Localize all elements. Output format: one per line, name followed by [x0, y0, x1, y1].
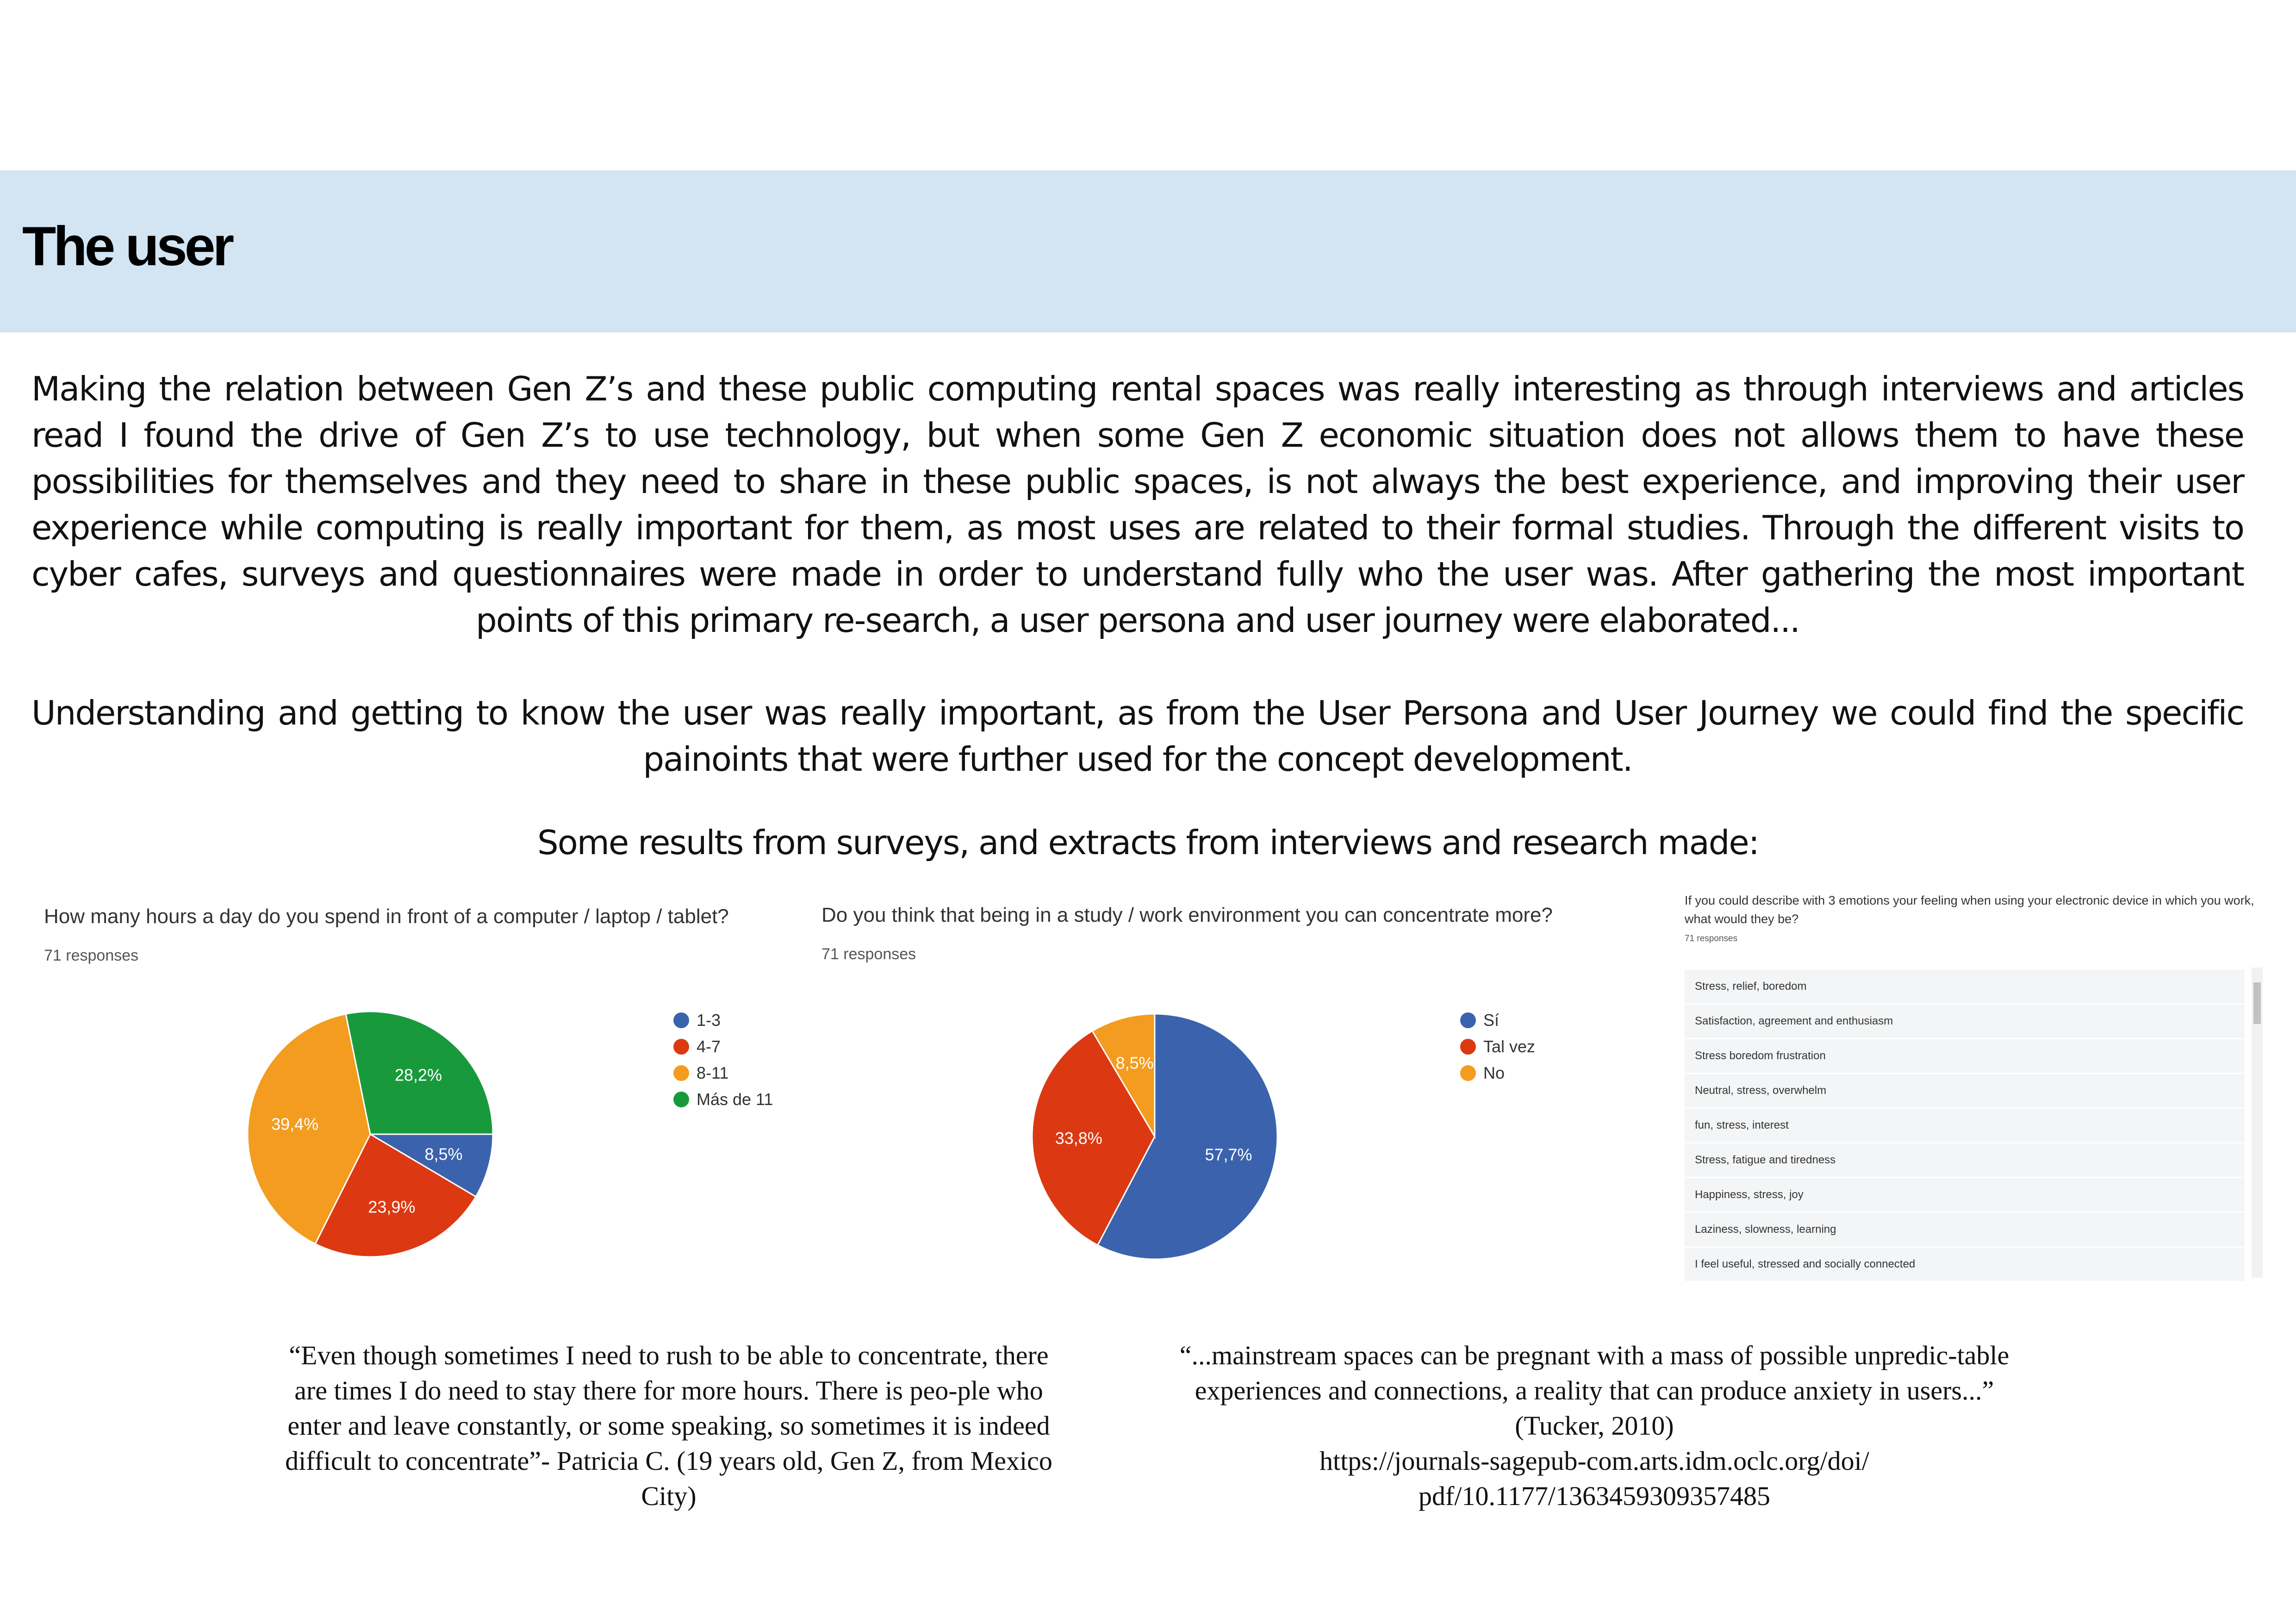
- legend-hours: [673, 1007, 773, 1112]
- emotions-responses-panel: [1685, 891, 2263, 1270]
- response-item: Satisfaction, agreement and enthusiasm: [1685, 1005, 2245, 1038]
- response-item: Stress boredom frustration: [1685, 1039, 2245, 1073]
- pie-data-label: 8,5%: [424, 1144, 463, 1164]
- pie-data-label: 28,2%: [394, 1065, 442, 1085]
- pie-data-label: 33,8%: [1055, 1129, 1102, 1148]
- legend-label: 1-3: [697, 1010, 721, 1030]
- response-item: Stress, fatigue and tiredness: [1685, 1143, 2245, 1177]
- response-count: 71 responses: [1685, 934, 1738, 943]
- chart-title: Do you think that being in a study / work environment you can concentrate more?: [821, 904, 1553, 926]
- survey-card-hours: [44, 905, 729, 965]
- legend-item: [1460, 1033, 1535, 1060]
- page-title: The user: [22, 215, 232, 277]
- scrollbar[interactable]: [2252, 968, 2263, 1278]
- pie-data-label: 8,5%: [1115, 1053, 1154, 1073]
- intro-paragraph: Making the relation between Gen Z’s and these public computing rental spaces was really interesting as through interviews and articles read I found the drive of Gen Z’s to use technology, but when some Gen Z economic situation does not allows them to have these possibilities for themselves and they need to share in these public spaces, is not always the best experience, and improving their user experience while computing is really important for them, as most uses are related to their formal studies. Through the different visits to cyber cafes, surveys and questionnaires were made in order to understand fully who the user was. After gathering the most important points of this primary re-search, a user persona and user journey were elaborated...: [31, 369, 2244, 640]
- legend-label: Tal vez: [1483, 1037, 1536, 1056]
- legend-swatch: [1460, 1012, 1476, 1028]
- pie-data-label: 23,9%: [368, 1197, 416, 1217]
- response-item: Neutral, stress, overwhelm: [1685, 1074, 2245, 1107]
- response-item: Stress, relief, boredom: [1685, 970, 2245, 1003]
- results-intro: Some results from surveys, and extracts from interviews and research made:: [537, 823, 1759, 862]
- response-item: fun, stress, interest: [1685, 1109, 2245, 1142]
- title-banner: [0, 170, 2296, 332]
- research-quote: [1171, 1338, 2018, 1514]
- research-quote-text: “...mainstream spaces can be pregnant with a mass of possible unpredic-table experiences and connections, a reality that can produce anxiety in users...” (Tucker, 2010): [1179, 1340, 2010, 1441]
- legend-swatch: [1460, 1039, 1476, 1055]
- legend-swatch: [673, 1039, 689, 1055]
- legend-label: 4-7: [697, 1037, 721, 1056]
- legend-item: [1460, 1060, 1535, 1086]
- response-count: 71 responses: [44, 947, 139, 964]
- intro-paragraph-2: Understanding and getting to know the user was really important, as from the User Persona and User Journey we could find the specific painoints that were further used for the concept development.: [31, 693, 2244, 779]
- legend-label: 8-11: [697, 1063, 729, 1082]
- legend-swatch: [673, 1065, 689, 1081]
- pie-chart-hours: [241, 1005, 500, 1264]
- legend-item: [673, 1086, 773, 1112]
- legend-item: [673, 1007, 773, 1033]
- legend-swatch: [1460, 1065, 1476, 1081]
- legend-item: [673, 1060, 773, 1086]
- response-item: I feel useful, stressed and socially connected: [1685, 1248, 2245, 1281]
- research-link: https://journals-sagepub-com.arts.idm.oclc.org/doi/: [1319, 1446, 1869, 1476]
- legend-label: Más de 11: [697, 1089, 773, 1109]
- scrollbar-thumb[interactable]: [2253, 982, 2261, 1024]
- survey-card-concentration: [821, 904, 1553, 963]
- legend-item: [1460, 1007, 1535, 1033]
- legend-item: [673, 1033, 773, 1060]
- legend-label: No: [1483, 1063, 1505, 1082]
- responses-list: [1685, 970, 2245, 1282]
- research-link-continued: pdf/10.1177/1363459309357485: [1419, 1481, 1770, 1511]
- response-item: Happiness, stress, joy: [1685, 1178, 2245, 1212]
- emotions-question: If you could describe with 3 emotions your feeling when using your electronic device in which you work, what would they be?: [1685, 893, 2254, 926]
- response-count: 71 responses: [821, 945, 916, 963]
- pie-data-label: 57,7%: [1205, 1145, 1252, 1164]
- legend-swatch: [673, 1092, 689, 1107]
- legend-label: Sí: [1483, 1010, 1500, 1030]
- pie-chart-concentration: [1025, 1007, 1284, 1266]
- legend-concentration: [1460, 1007, 1535, 1086]
- pie-data-label: 39,4%: [271, 1114, 319, 1134]
- legend-swatch: [673, 1012, 689, 1028]
- response-item: Laziness, slowness, learning: [1685, 1213, 2245, 1246]
- interview-quote: “Even though sometimes I need to rush to be able to concentrate, there are times I do need to stay there for more hours. There is peo-ple who enter and leave constantly, or some speaking, so sometimes it is indeed difficult to concentrate”- Patricia C. (19 years old, Gen Z, from Mexico City): [285, 1340, 1052, 1511]
- chart-title: How many hours a day do you spend in front of a computer / laptop / tablet?: [44, 905, 729, 928]
